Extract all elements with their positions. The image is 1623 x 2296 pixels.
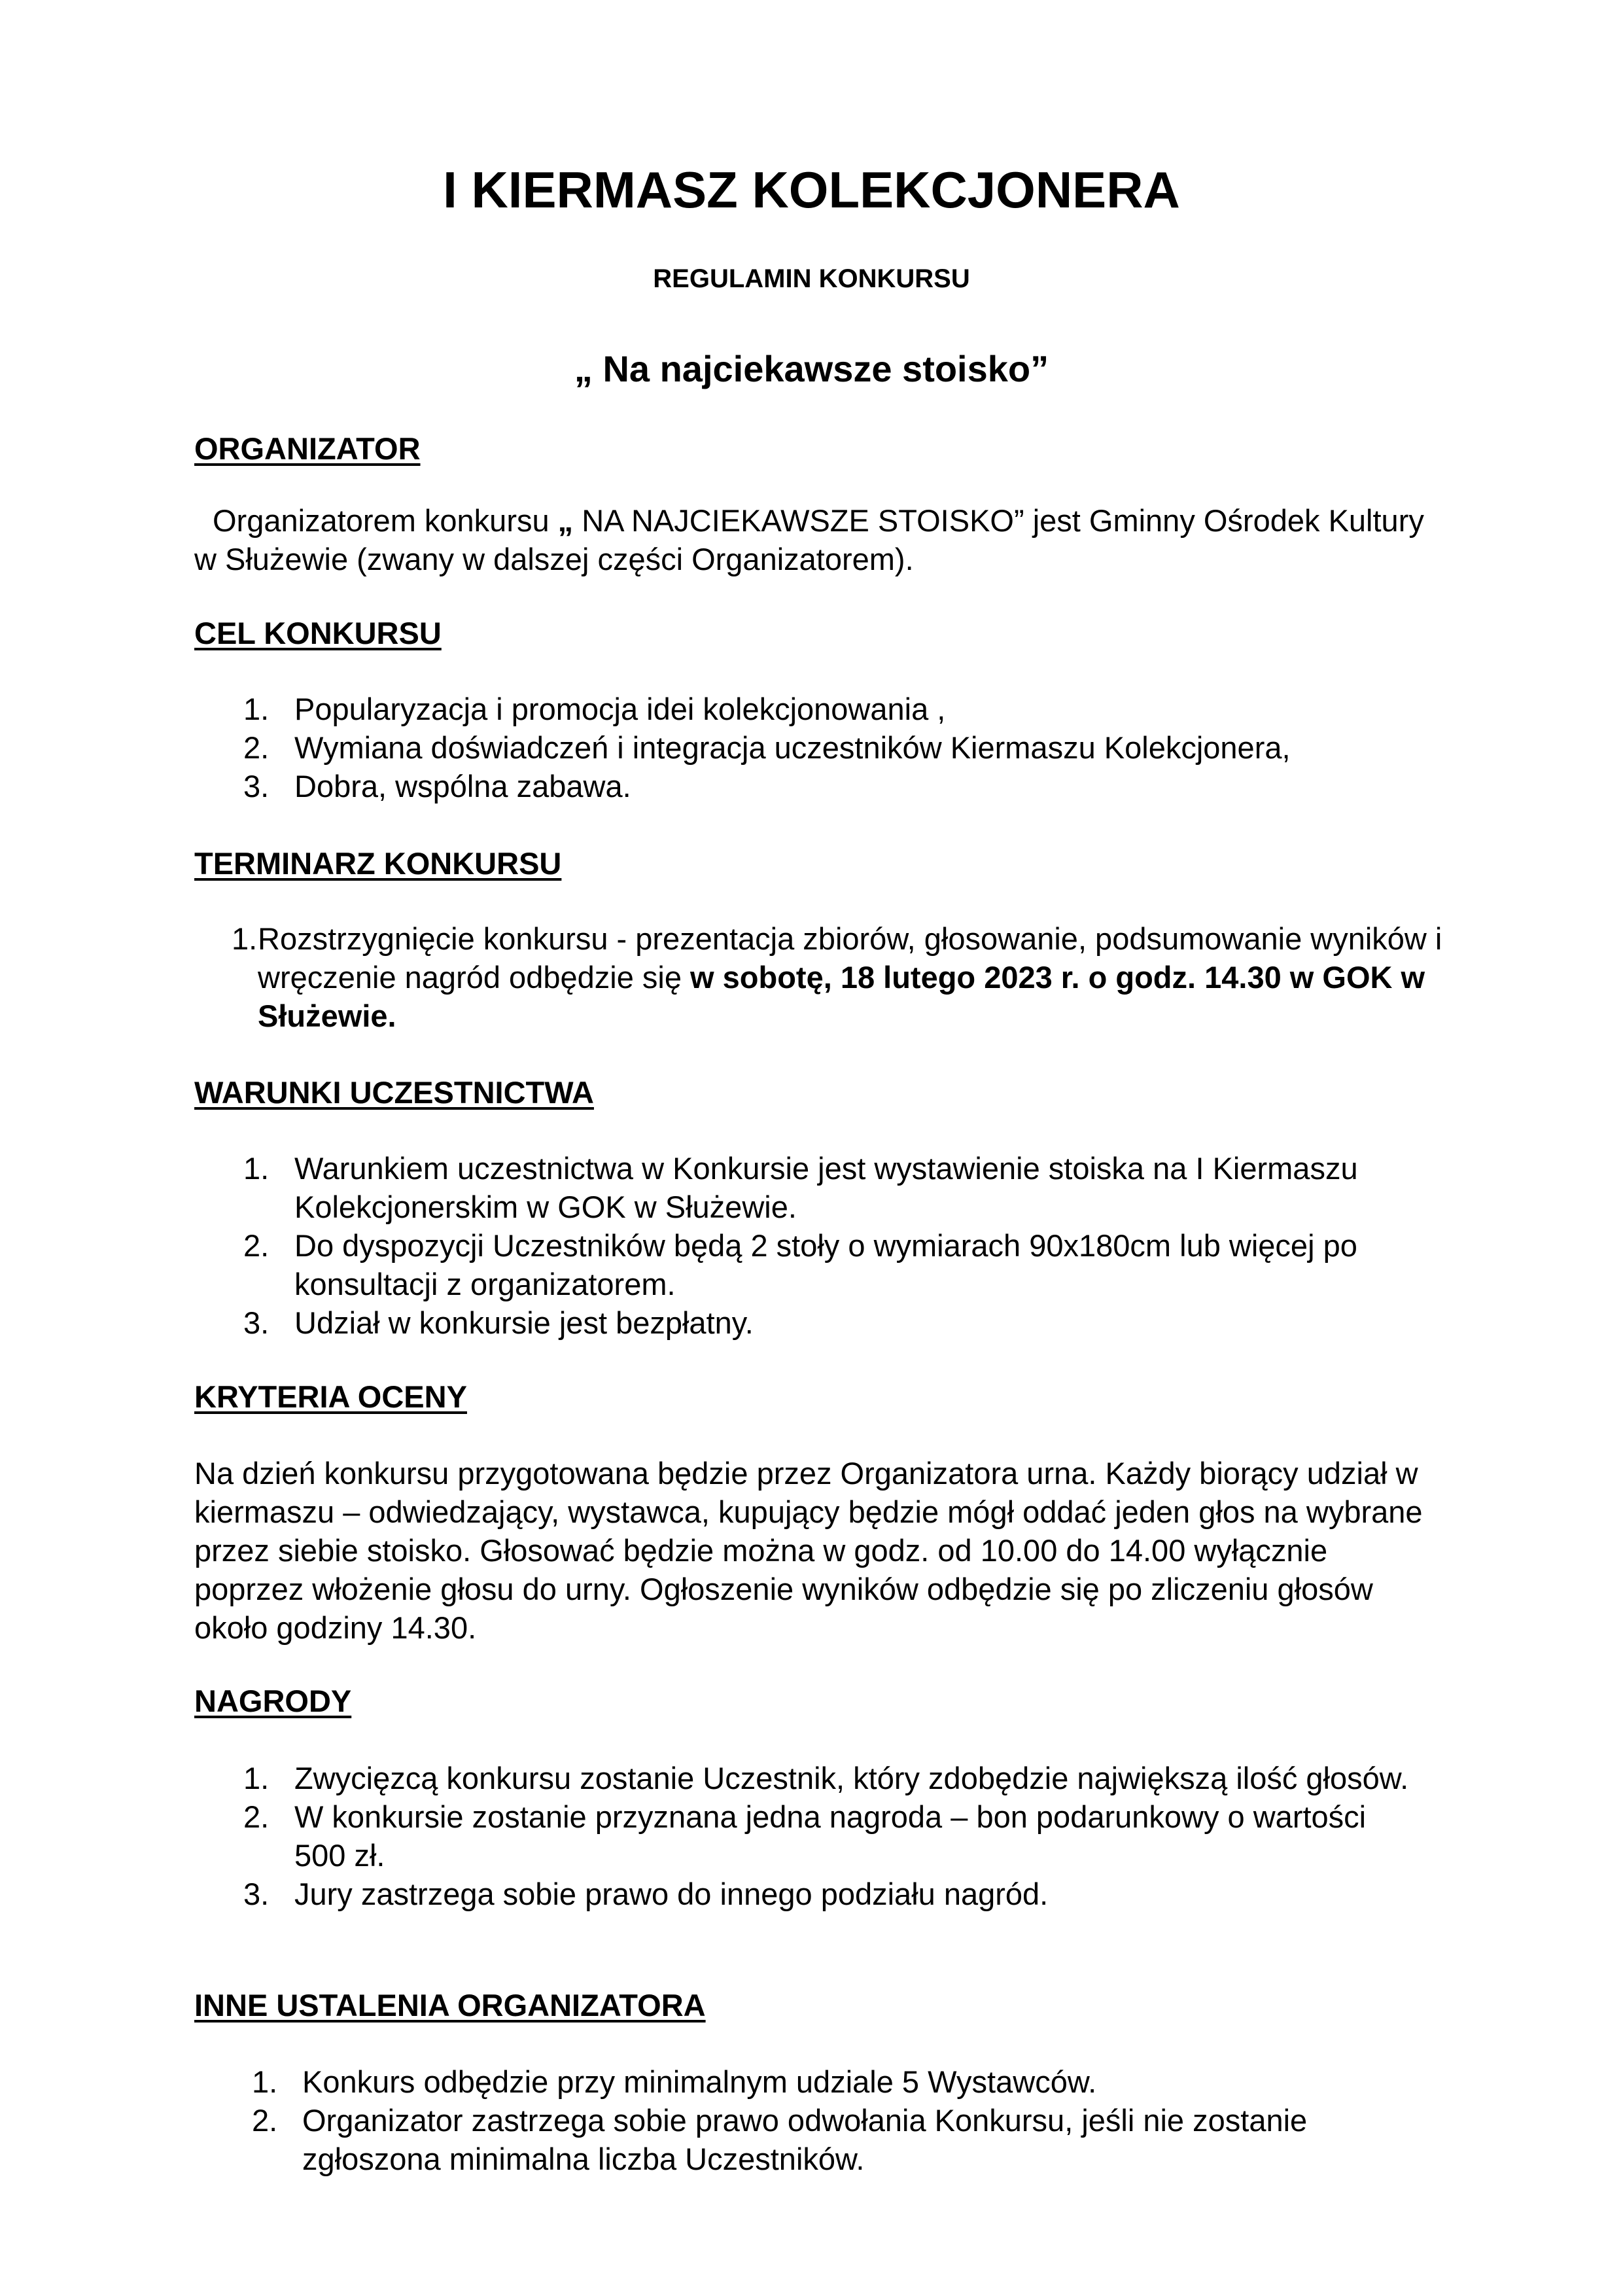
list-item [194, 919, 1476, 1035]
list-item-text: W konkursie zostanie przyznana jedna nagroda – bon podarunkowy o wartości 500 zł. [294, 1799, 1367, 1873]
cel-list [194, 690, 1470, 805]
list-item [194, 2062, 1437, 2101]
heading-kryteria: KRYTERIA OCENY [194, 1379, 467, 1414]
list-item [194, 1797, 1411, 1875]
organizator-text-end: NA NAJCIEKAWSZE STOISKO” jest Gminny Ośrodek Kultury w Służewie (zwany w dalszej części Organizatorem). [194, 503, 1424, 576]
list-number: 2. [243, 1228, 270, 1263]
list-number: 1. [243, 1151, 270, 1186]
heading-inne-ustalenia: INNE USTALENIA ORGANIZATORA [194, 1988, 706, 2022]
heading-cel-konkursu: CEL KONKURSU [194, 616, 442, 650]
list-item [194, 728, 1470, 767]
kryteria-paragraph: Na dzień konkursu przygotowana będzie przez Organizatora urna. Każdy biorący udział w kiermaszu – odwiedzający, wystawca, kupujący będzie mógł oddać jeden głos na wybrane przez siebie stoisko. Głosować będzie można w godz. od 10.00 do 14.00 wyłącznie poprzez włożenie głosu do urny. Ogłoszenie wyników odbędzie się po zliczeniu głosów około godziny 14.30. [194, 1456, 1423, 1645]
list-item-text: Popularyzacja i promocja idei kolekcjonowania , [294, 692, 946, 726]
list-item-text: Organizator zastrzega sobie prawo odwołania Konkursu, jeśli nie zostanie zgłoszona minimalna liczba Uczestników. [302, 2103, 1308, 2176]
list-number: 3. [243, 1305, 270, 1340]
list-item-text: Konkurs odbędzie przy minimalnym udziale 5 Wystawców. [302, 2064, 1097, 2099]
list-item-text: Zwycięzcą konkursu zostanie Uczestnik, który zdobędzie największą ilość głosów. [294, 1761, 1409, 1795]
list-number: 1. [243, 1761, 270, 1795]
list-item [194, 1149, 1457, 1226]
terminarz-date-bold: w sobotę, 18 lutego 2023 r. o godz. 14.30 w GOK w Służewie. [258, 960, 1425, 1033]
document-title: I KIERMASZ KOLEKCJONERA [443, 161, 1180, 219]
list-number: 1. [252, 2064, 278, 2099]
inne-list [194, 2062, 1437, 2178]
list-item-text: Wymiana doświadczeń i integracja uczestników Kiermaszu Kolekcjonera, [294, 730, 1291, 765]
list-number: 1. [243, 692, 270, 726]
terminarz-list [194, 919, 1476, 1035]
contest-name: „ Na najciekawsze stoisko” [574, 348, 1049, 389]
nagrody-list [194, 1759, 1411, 1913]
list-item [194, 1759, 1411, 1797]
list-number: 2. [243, 730, 270, 765]
list-number: 2. [243, 1799, 270, 1834]
list-number: 1. [232, 921, 258, 956]
organizator-text-start: Organizatorem konkursu [213, 503, 558, 538]
list-item [194, 767, 1470, 805]
list-item-text: Do dyspozycji Uczestników będą 2 stoły o wymiarach 90x180cm lub więcej po konsultacji z organizatorem. [294, 1228, 1357, 1301]
heading-organizator: ORGANIZATOR [194, 431, 421, 466]
list-item [194, 690, 1470, 728]
list-item-text: Dobra, wspólna zabawa. [294, 769, 631, 804]
terminarz-text: Rozstrzygnięcie konkursu - prezentacja zbiorów, głosowanie, podsumowanie wyników i wręczenie nagród odbędzie się [258, 921, 1442, 995]
list-item [194, 1875, 1411, 1913]
list-item [194, 1303, 1457, 1342]
list-number: 3. [243, 769, 270, 804]
list-number: 2. [252, 2103, 278, 2138]
heading-terminarz: TERMINARZ KONKURSU [194, 846, 562, 881]
list-item-text: Udział w konkursie jest bezpłatny. [294, 1305, 754, 1340]
warunki-list [194, 1149, 1457, 1342]
list-item-text: Warunkiem uczestnictwa w Konkursie jest wystawienie stoiska na I Kiermaszu Kolekcjonerskim w GOK w Służewie. [294, 1151, 1358, 1224]
organizator-paragraph [194, 501, 1437, 578]
list-item-text: Jury zastrzega sobie prawo do innego podziału nagród. [294, 1877, 1049, 1911]
organizator-quote-mark: „ [557, 503, 574, 538]
list-number: 3. [243, 1877, 270, 1911]
list-item [194, 1226, 1457, 1303]
document-subtitle: REGULAMIN KONKURSU [653, 264, 970, 293]
heading-nagrody: NAGRODY [194, 1684, 352, 1718]
heading-warunki: WARUNKI UCZESTNICTWA [194, 1075, 594, 1110]
list-item [194, 2101, 1437, 2178]
